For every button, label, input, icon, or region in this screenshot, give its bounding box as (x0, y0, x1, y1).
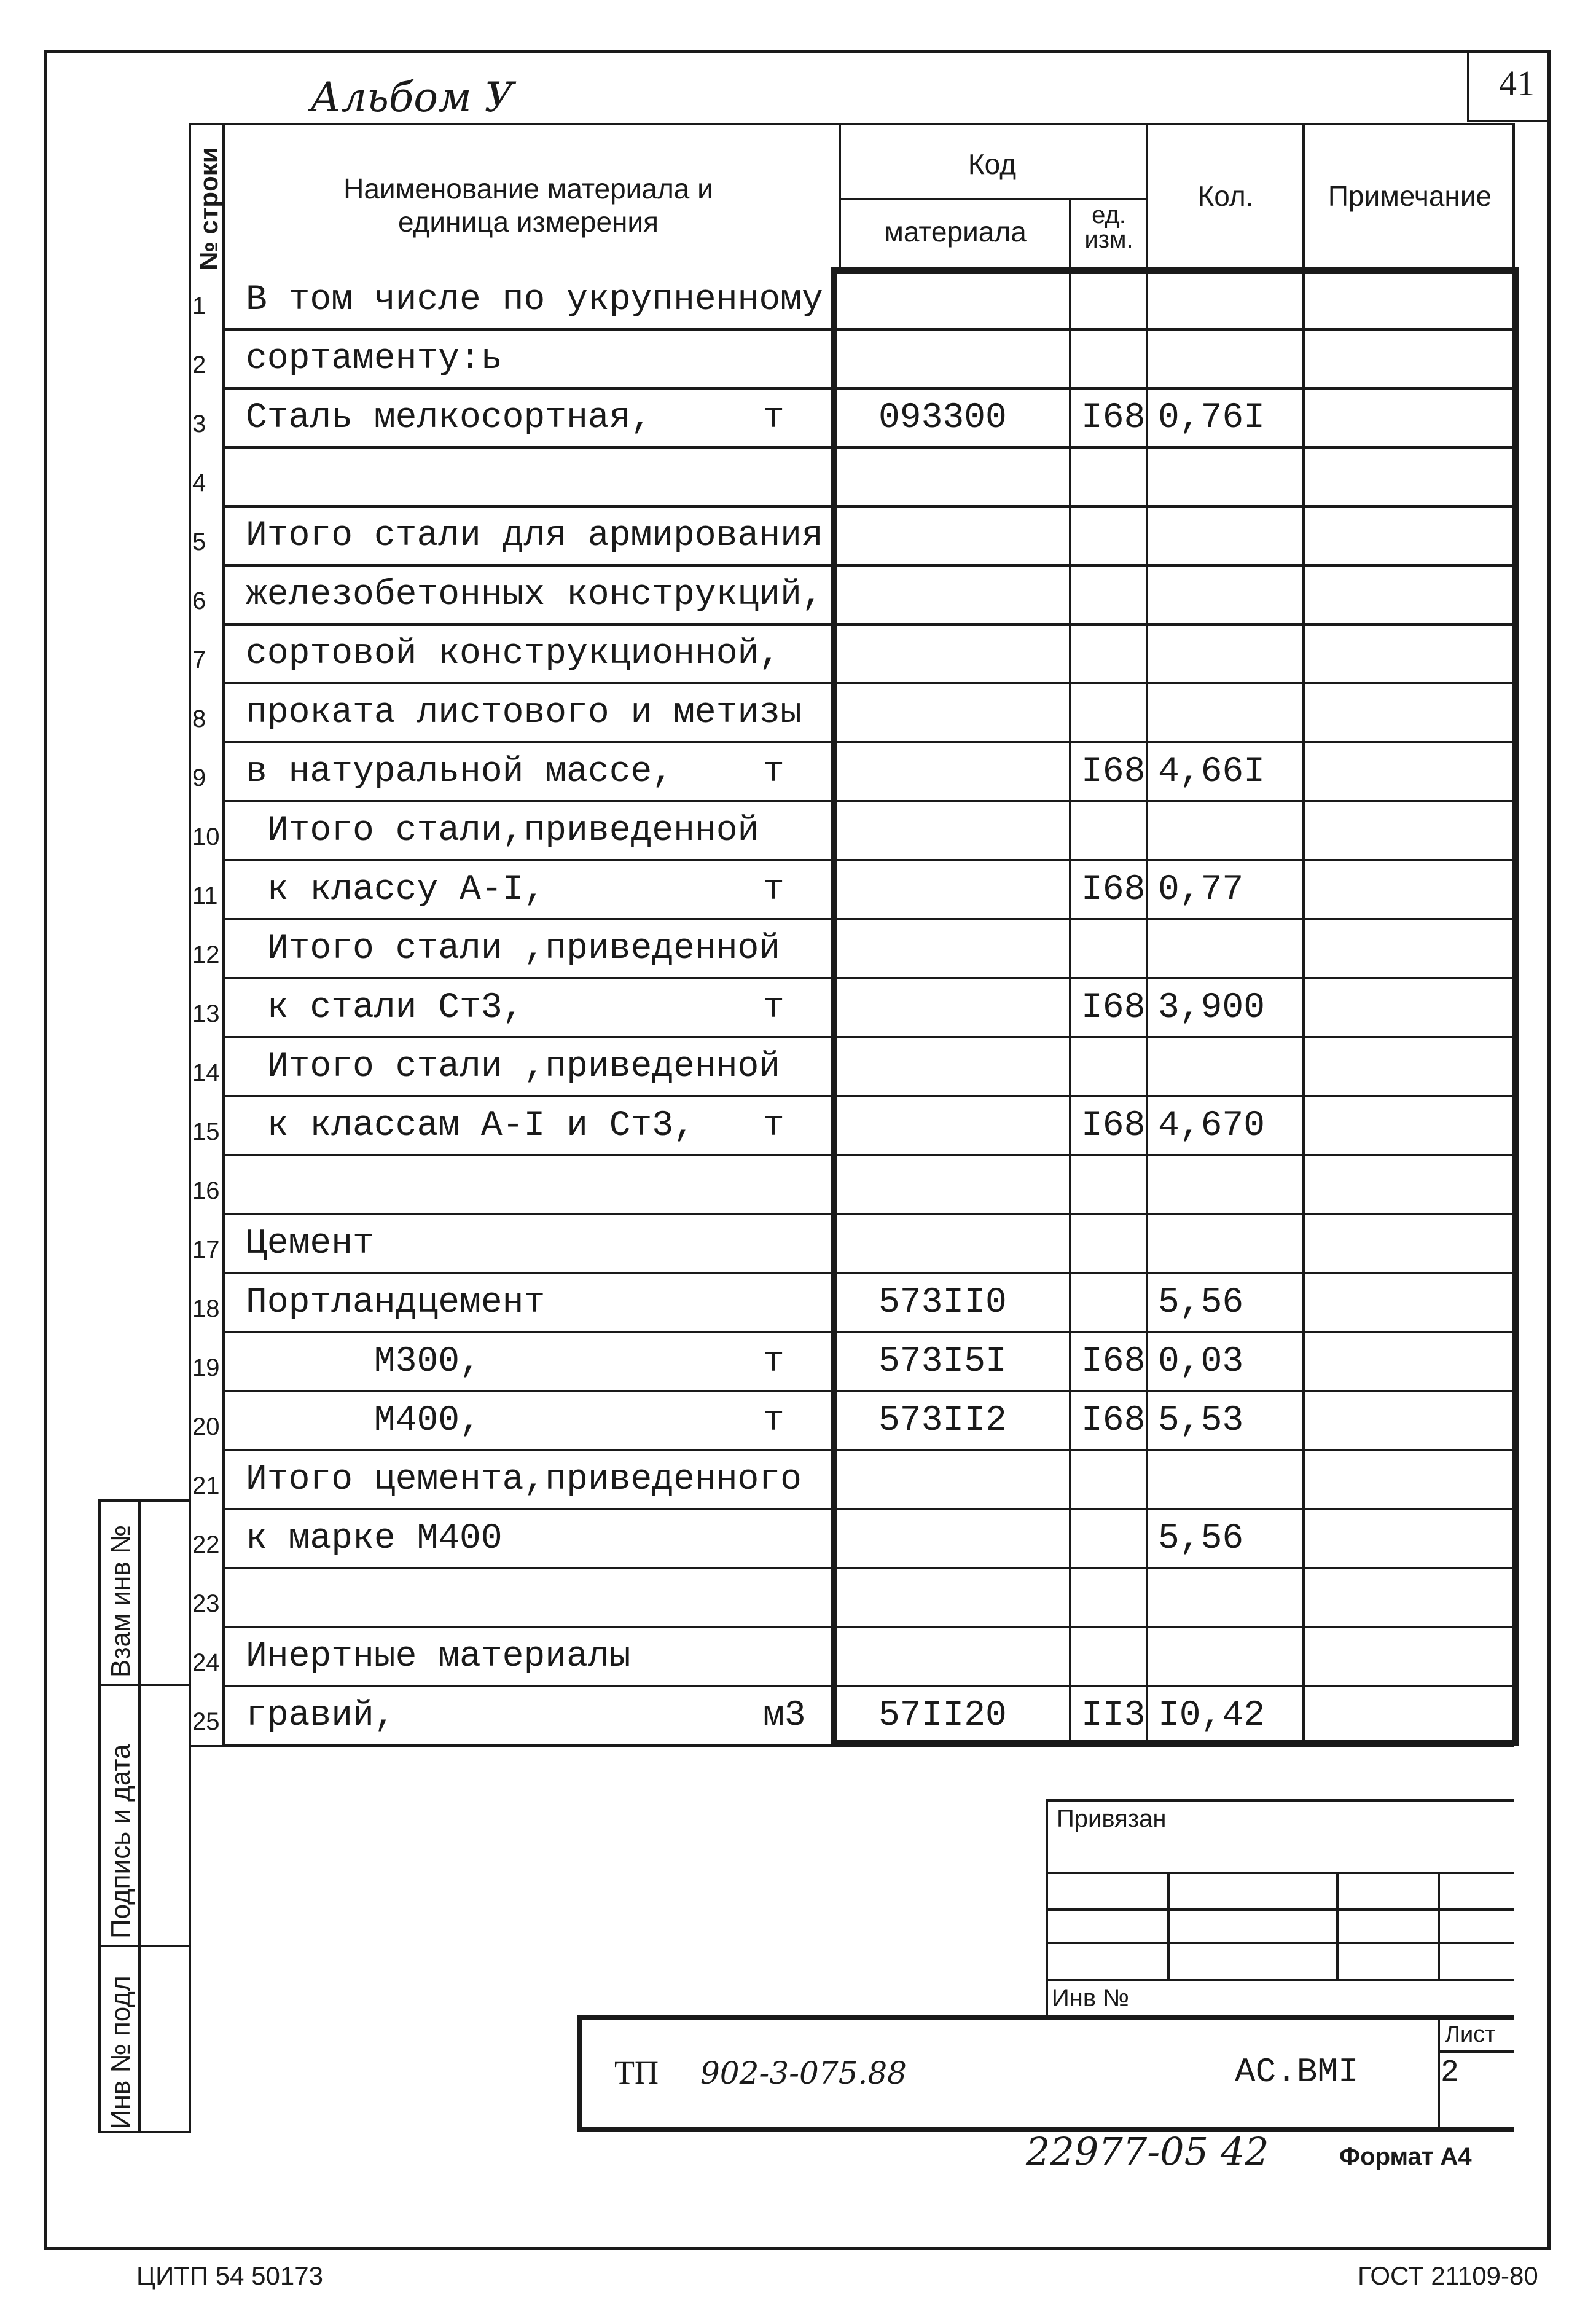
material-code: 573I5I (878, 1342, 1007, 1382)
privyazan-label: Привязан (1057, 1805, 1167, 1832)
unit: т (763, 398, 784, 438)
side-stamp-line-1 (98, 1684, 189, 1686)
unit-code: I68 (1081, 988, 1146, 1028)
side-inv-podl: Инв № подл (106, 1975, 136, 2129)
note-col-divider (1302, 123, 1305, 270)
quantity: 4,670 (1158, 1106, 1265, 1146)
table-row (189, 801, 1514, 860)
table-row (189, 683, 1514, 742)
row-number: 18 (192, 1295, 220, 1322)
material-name: Сталь мелкосортная, (246, 398, 652, 438)
unit: т (763, 1401, 784, 1441)
row-number: 1 (192, 292, 206, 320)
row-number: 24 (192, 1649, 220, 1676)
table-row (189, 1686, 1514, 1745)
inv-no-label: Инв № (1052, 1985, 1130, 2012)
list-label: Лист (1445, 2022, 1496, 2047)
row-number: 16 (192, 1177, 220, 1204)
stamp-top-line (189, 1745, 1514, 1747)
unit: т (763, 870, 784, 910)
table-row (189, 270, 1514, 329)
material-name: сортовой конструкционной, (246, 634, 781, 674)
header-code: Код (968, 148, 1017, 180)
unit-code: I68 (1081, 1342, 1146, 1382)
quantity: 5,56 (1158, 1283, 1244, 1323)
header-code-material: материала (884, 216, 1027, 248)
material-name: к классу А-I, (246, 870, 546, 910)
table-row (189, 919, 1514, 978)
header-note: Примечание (1328, 180, 1492, 212)
code-col-divider (839, 123, 841, 270)
material-name: к стали Ст3, (246, 988, 524, 1028)
table-row (189, 1214, 1514, 1273)
header-subline (839, 198, 1146, 200)
unit: т (763, 752, 784, 792)
privyazan-col-3 (1438, 1872, 1440, 1979)
unit-code: I68 (1081, 752, 1146, 792)
page-number: 41 (1499, 63, 1535, 103)
row-number: 15 (192, 1118, 220, 1145)
unit-code: II3 (1081, 1696, 1146, 1736)
side-vzam-inv: Взам инв № (106, 1524, 136, 1677)
unit: т (763, 988, 784, 1028)
table-row (189, 1096, 1514, 1155)
table-row (189, 978, 1514, 1037)
privyazan-line-3 (1046, 1942, 1514, 1944)
list-value: 2 (1441, 2055, 1460, 2090)
header-name: Наименование материала и единица измерения (343, 173, 713, 238)
side-podpis-data: Подпись и дата (106, 1744, 136, 1939)
handwritten-number: 22977-05 42 (1026, 2129, 1269, 2174)
footer-left: ЦИТП 54 50173 (136, 2261, 323, 2290)
table-row (189, 447, 1514, 506)
privyazan-line-4 (1046, 1979, 1514, 1981)
row-number: 5 (192, 528, 206, 555)
row-number: 6 (192, 587, 206, 614)
table-row (189, 1155, 1514, 1214)
side-stamp-divider (138, 1499, 141, 2133)
table-row (189, 1273, 1514, 1332)
table-row (189, 624, 1514, 683)
material-code: 573II2 (878, 1401, 1007, 1441)
tp-label: ТП (614, 2054, 659, 2091)
unit: т (763, 1342, 784, 1382)
row-number: 21 (192, 1472, 220, 1499)
row-number: 12 (192, 941, 220, 968)
material-name: к марке М400 (246, 1519, 503, 1559)
header-qty: Кол. (1197, 180, 1254, 212)
table-row (189, 388, 1514, 447)
unit-code: I68 (1081, 1401, 1146, 1441)
table-row (189, 1509, 1514, 1568)
privyazan-line-1 (1046, 1872, 1514, 1874)
material-code: 093300 (878, 398, 1007, 438)
material-name: Цемент (246, 1224, 374, 1264)
table-row (189, 506, 1514, 565)
doc-code: АС.ВМI (1235, 2052, 1359, 2092)
row-number: 20 (192, 1413, 220, 1440)
quantity: I0,42 (1158, 1696, 1265, 1736)
row-number: 10 (192, 823, 220, 850)
material-name: железобетонных конструкций, (246, 575, 823, 615)
table-row (189, 1391, 1514, 1450)
material-name: В том числе по укрупненному (246, 280, 823, 320)
row-number: 2 (192, 351, 206, 379)
list-col-divider (1438, 2015, 1440, 2132)
material-name: в натуральной массе, (246, 752, 674, 792)
list-label-line (1438, 2050, 1514, 2053)
tp-number: 902-3-075.88 (700, 2055, 907, 2091)
header-code-unit: ед. изм. (1084, 202, 1133, 253)
quantity: 0,76I (1158, 398, 1265, 438)
unit-code: I68 (1081, 1106, 1146, 1146)
table-row (189, 1450, 1514, 1509)
row-number: 7 (192, 646, 206, 673)
table-row (189, 565, 1514, 624)
unit: т (763, 1106, 784, 1146)
material-code: 573II0 (878, 1283, 1007, 1323)
material-name: Итого цемента,приведенного (246, 1460, 802, 1500)
format-label: Формат А4 (1339, 2143, 1472, 2170)
material-name: Инертные материалы (246, 1637, 631, 1677)
table-row (189, 1568, 1514, 1627)
privyazan-col-1 (1167, 1872, 1170, 1979)
row-number: 17 (192, 1236, 220, 1263)
header-row-no: № строки (194, 147, 223, 270)
table-row (189, 1037, 1514, 1096)
table-row (189, 329, 1514, 388)
row-number: 4 (192, 469, 206, 496)
table-row (189, 1332, 1514, 1391)
material-name: к классам А-I и Ст3, (246, 1106, 695, 1146)
privyazan-line-2 (1046, 1908, 1514, 1911)
footer-right: ГОСТ 21109-80 (1358, 2261, 1538, 2290)
material-name: Итого стали ,приведенной (246, 929, 781, 969)
material-name: Итого стали,приведенной (246, 811, 759, 851)
header-top-line (189, 123, 1514, 125)
material-name: проката листового и метизы (246, 693, 802, 733)
row-number: 11 (192, 882, 218, 909)
table-row (189, 1627, 1514, 1686)
quantity: 4,66I (1158, 752, 1265, 792)
row-number: 8 (192, 705, 206, 732)
row-number: 22 (192, 1531, 220, 1558)
unit-code: I68 (1081, 870, 1146, 910)
quantity: 3,900 (1158, 988, 1265, 1028)
material-name: М300, (246, 1342, 481, 1382)
unit: м3 (763, 1696, 806, 1736)
material-name: Итого стали для армирования (246, 516, 823, 556)
row-number: 19 (192, 1354, 220, 1381)
quantity: 0,03 (1158, 1342, 1244, 1382)
album-title: Альбом У (310, 74, 514, 121)
row-number: 23 (192, 1590, 220, 1617)
table-row (189, 860, 1514, 919)
row-number: 13 (192, 1000, 220, 1027)
qty-col-divider (1146, 123, 1148, 270)
row-number: 9 (192, 764, 206, 791)
material-name: Итого стали ,приведенной (246, 1047, 781, 1087)
side-stamp (98, 1499, 190, 2133)
material-name: сортаменту:ь (246, 339, 503, 379)
row-number: 14 (192, 1059, 220, 1086)
quantity: 5,53 (1158, 1401, 1244, 1441)
quantity: 5,56 (1158, 1519, 1244, 1559)
material-name: Портландцемент (246, 1283, 546, 1323)
privyazan-col-2 (1336, 1872, 1339, 1979)
quantity: 0,77 (1158, 870, 1244, 910)
material-name: М400, (246, 1401, 481, 1441)
side-stamp-line-2 (98, 1945, 189, 1947)
material-code: 57II20 (878, 1696, 1007, 1736)
material-name: гравий, (246, 1696, 396, 1736)
unit-code: I68 (1081, 398, 1146, 438)
unit-col-divider (1069, 198, 1071, 270)
table-row (189, 742, 1514, 801)
row-number: 25 (192, 1708, 220, 1735)
row-number: 3 (192, 410, 206, 437)
